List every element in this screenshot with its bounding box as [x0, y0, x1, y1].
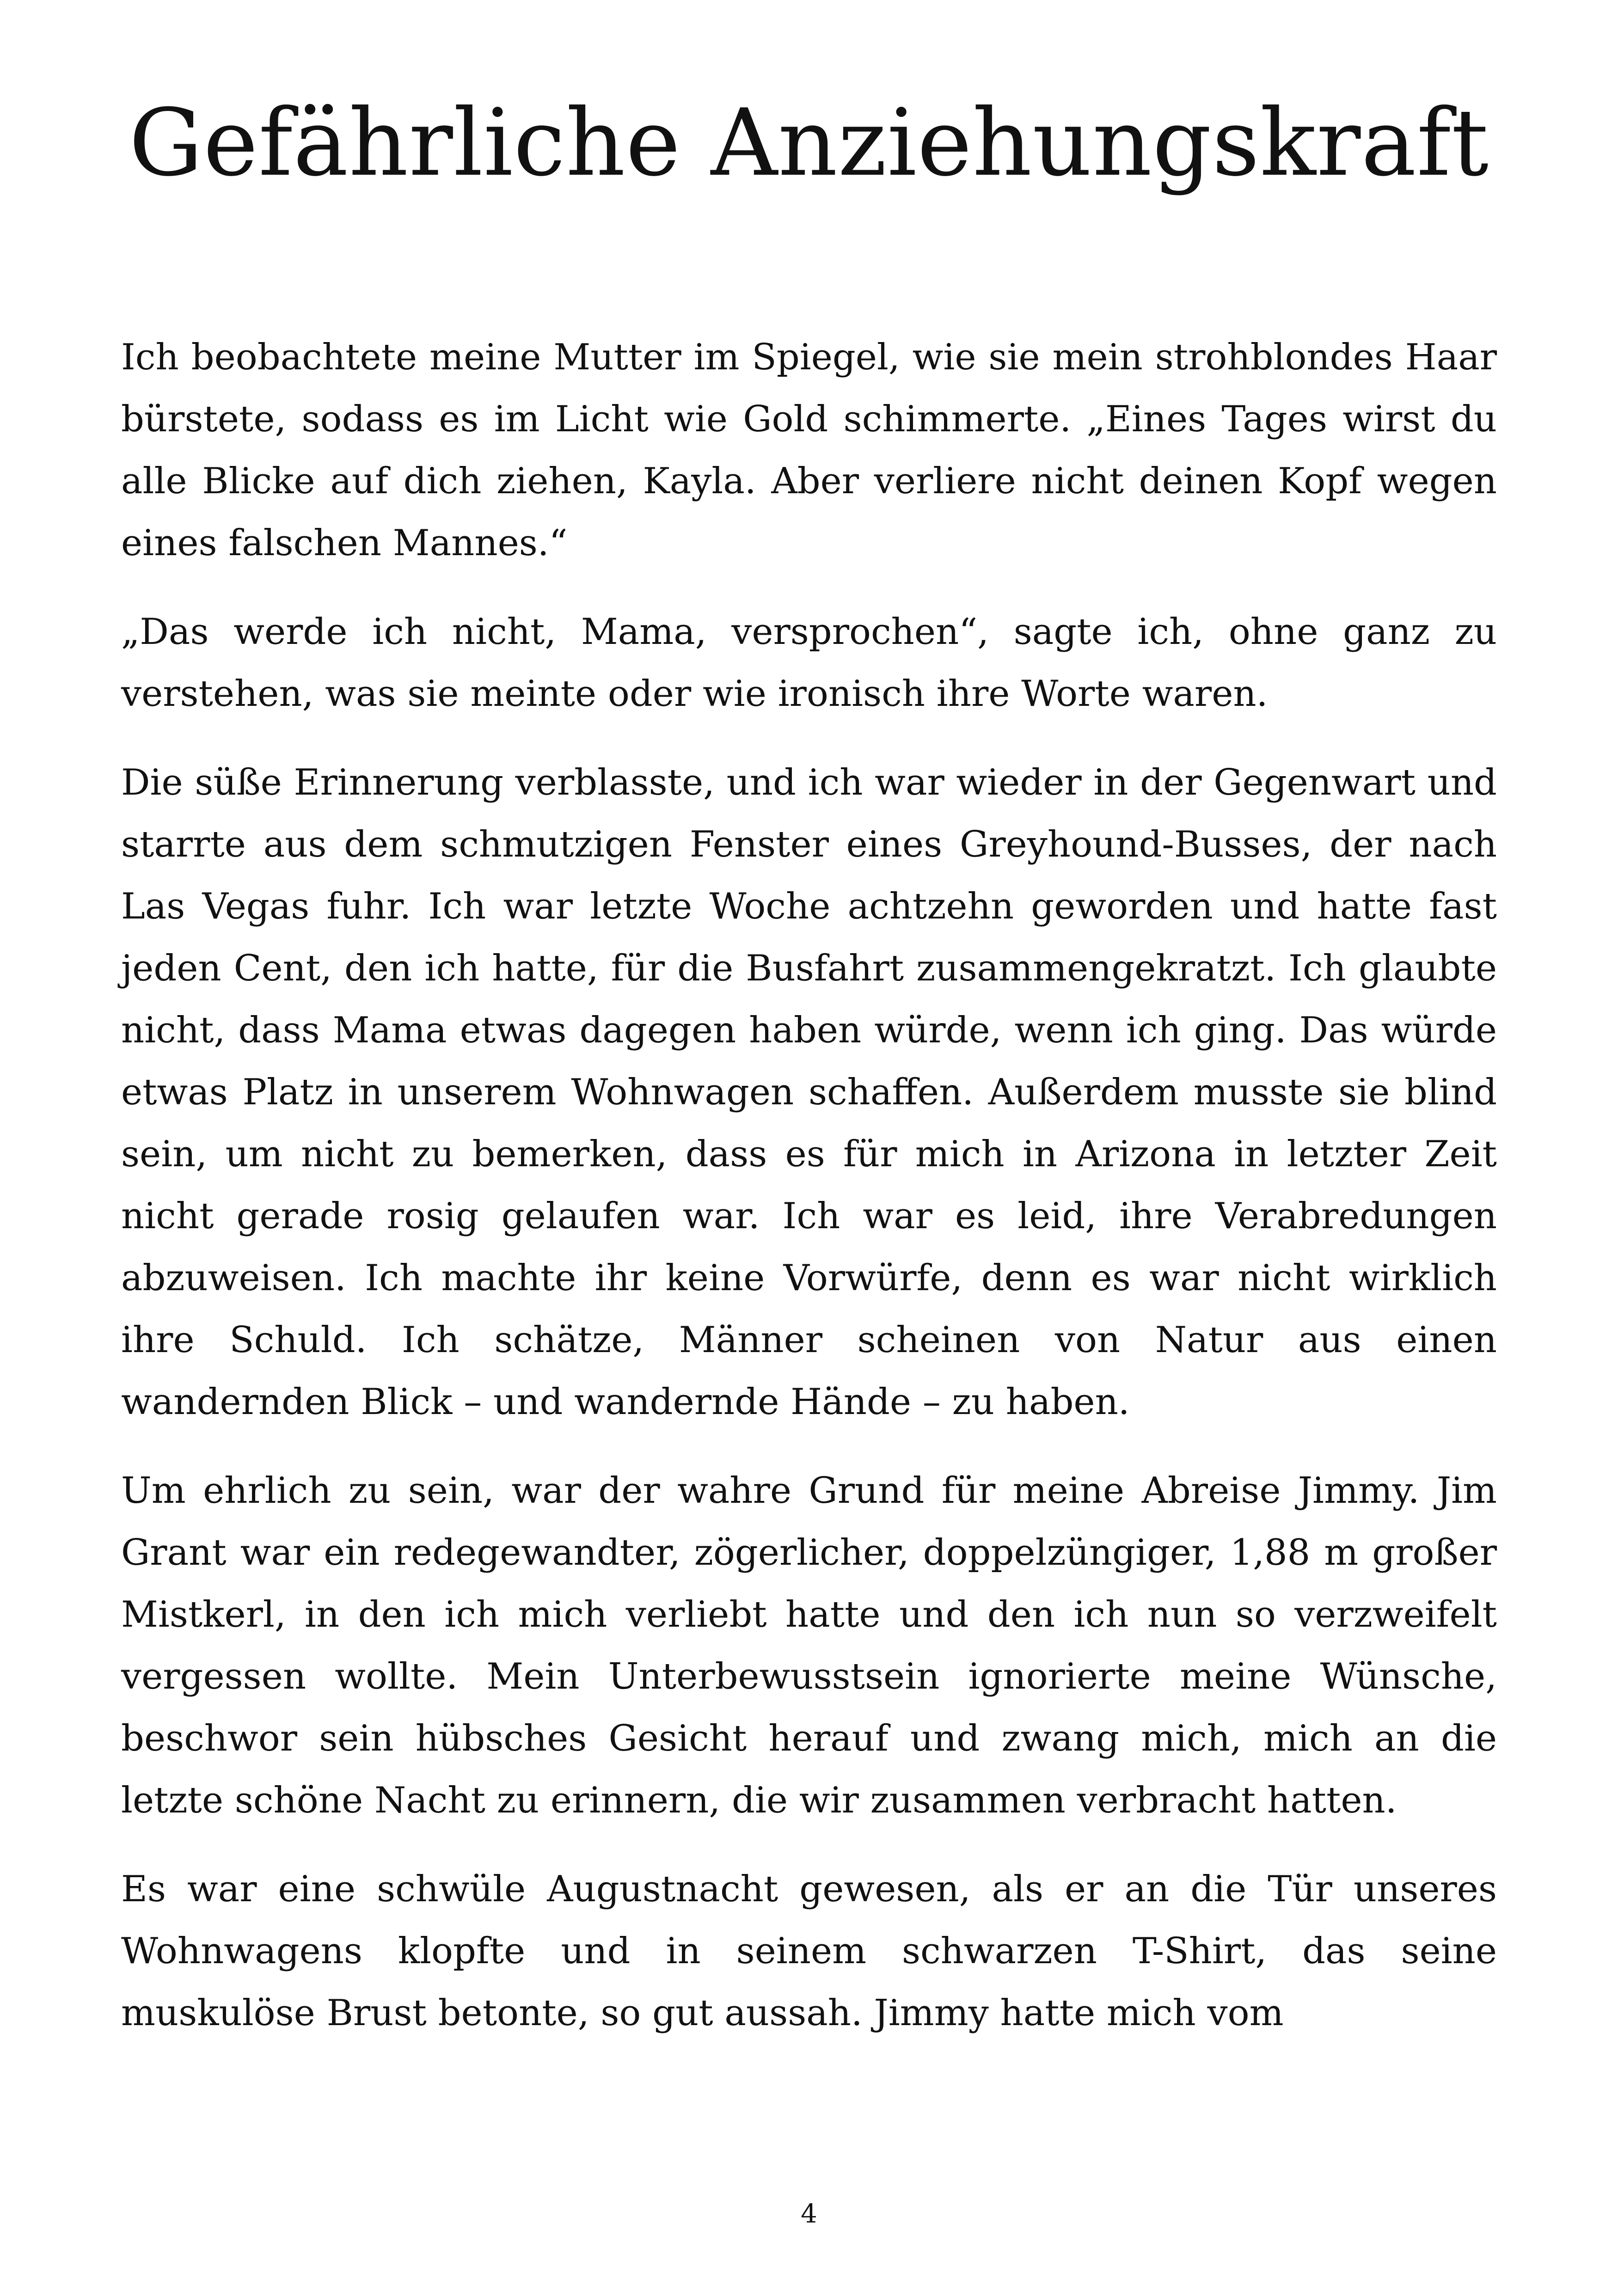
chapter-title: Gefährliche Anziehungskraft	[129, 89, 1489, 197]
paragraph: Ich beobachtete meine Mutter im Spiegel, wie sie mein strohblondes Haar bürstete, sodass es im Licht wie Gold schimmerte. „Eines Tages wirst du alle Blicke auf dich ziehen, Kayla. Aber verliere nicht deinen Kopf wegen eines falschen Mannes.“	[121, 337, 1497, 564]
page-number: 4	[801, 2199, 817, 2229]
paragraph: Die süße Erinnerung verblasste, und ich war wieder in der Gegenwart und starrte aus dem schmutzigen Fenster eines Greyhound-Busses, der nach Las Vegas fuhr. Ich war letzte Woche achtzehn geworden und hatte fast jeden Cent, den ich hatte, für die Busfahrt zusammengekratzt. Ich glaubte nicht, dass Mama etwas dagegen haben würde, wenn ich ging. Das würde etwas Platz in unserem Wohnwagen schaffen. Außerdem musste sie blind sein, um nicht zu bemerken, dass es für mich in Arizona in letzter Zeit nicht gerade rosig gelaufen war. Ich war es leid, ihre Verabredungen abzuweisen. Ich machte ihr keine Vorwürfe, denn es war nicht wirklich ihre Schuld. Ich schätze, Männer scheinen von Natur aus einen wandernden Blick – und wandernde Hände – zu haben.	[121, 762, 1497, 1423]
paragraph: „Das werde ich nicht, Mama, versprochen“, sagte ich, ohne ganz zu verstehen, was sie meinte oder wie ironisch ihre Worte waren.	[121, 611, 1497, 715]
paragraph: Um ehrlich zu sein, war der wahre Grund für meine Abreise Jimmy. Jim Grant war ein redegewandter, zögerlicher, doppelzüngiger, 1,88 m großer Mistkerl, in den ich mich verliebt hatte und den ich nun so verzweifelt vergessen wollte. Mein Unterbewusstsein ignorierte meine Wünsche, beschwor sein hübsches Gesicht herauf und zwang mich, mich an die letzte schöne Nacht zu erinnern, die wir zusammen verbracht hatten.	[121, 1470, 1497, 1821]
chapter-body	[121, 326, 1497, 2071]
paragraph: Es war eine schwüle Augustnacht gewesen, als er an die Tür unseres Wohnwagens klopfte und in seinem schwarzen T-Shirt, das seine muskulöse Brust betonte, so gut aussah. Jimmy hatte mich vom	[121, 1868, 1497, 2034]
